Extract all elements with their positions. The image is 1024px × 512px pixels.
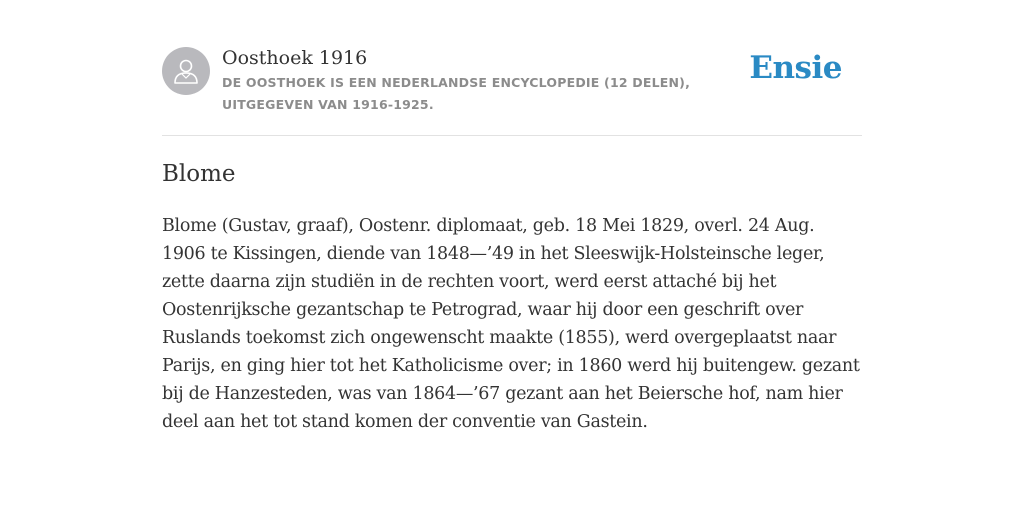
brand-logo[interactable]: Ensie <box>749 50 842 86</box>
source-title[interactable]: Oosthoek 1916 <box>222 47 368 69</box>
entry-body: Blome (Gustav, graaf), Oostenr. diplomaat, geb. 18 Mei 1829, overl. 24 Aug. 1906 te Kissingen, diende van 1848—’49 in het Sleeswijk-Holsteinsche leger, zette daarna zijn studiën in de rechten voort, werd eerst attaché bij het Oostenrijksche gezantschap te Petrograd, waar hij door een geschrift over Ruslands toekomst zich ongewenscht maakte (1855), werd overgeplaatst naar Parijs, en ging hier tot het Katholicisme over; in 1860 werd hij buitengew. gezant bij de Hanzesteden, was van 1864—’67 gezant aan het Beiersche hof, nam hier deel aan het tot stand komen der conventie van Gastein. <box>162 216 860 432</box>
source-header <box>162 46 862 136</box>
user-icon <box>171 56 201 86</box>
source-description: DE OOSTHOEK IS EEN NEDERLANDSE ENCYCLOPEDIE (12 DELEN), UITGEGEVEN VAN 1916-1925. <box>222 75 691 112</box>
entry-title: Blome <box>162 161 236 187</box>
source-avatar[interactable] <box>162 47 210 95</box>
